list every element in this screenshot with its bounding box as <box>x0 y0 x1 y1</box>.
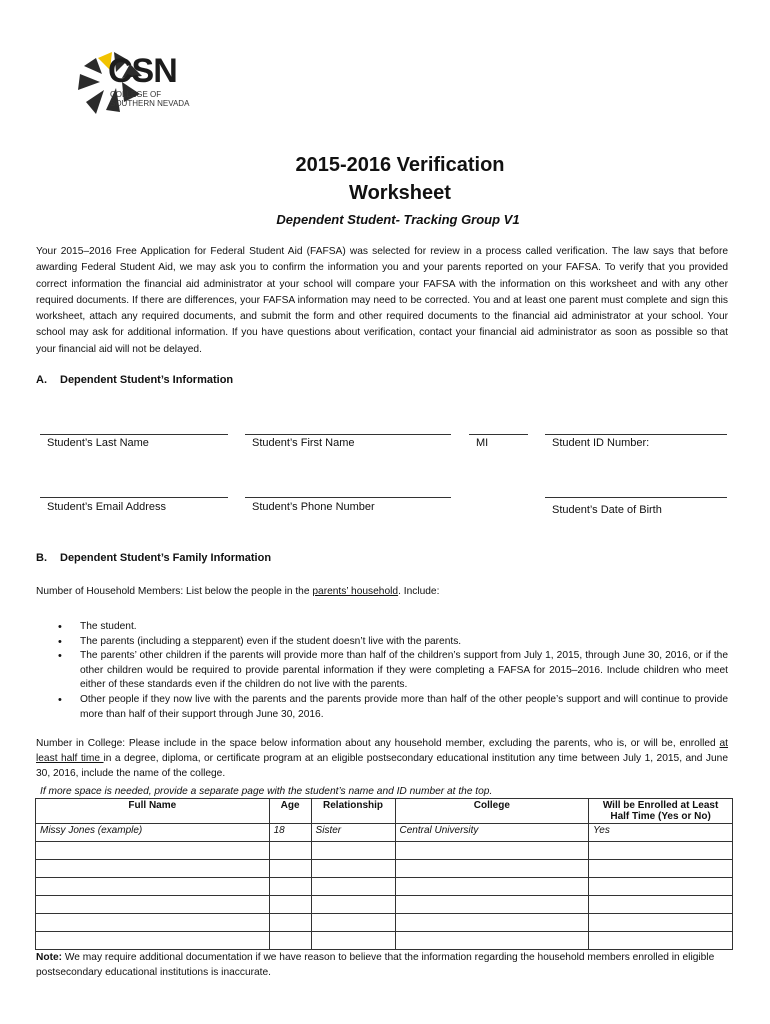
cell-input[interactable] <box>36 842 270 860</box>
page-title-line2: Worksheet <box>349 182 451 204</box>
table-row[interactable] <box>36 860 733 878</box>
email-label: Student’s Email Address <box>47 501 167 513</box>
col-college: College <box>395 799 589 824</box>
phone-input-line[interactable] <box>245 497 451 498</box>
household-bullet-list <box>36 620 728 722</box>
cell-relationship: Sister <box>311 824 395 842</box>
phone-label: Student’s Phone Number <box>252 501 375 513</box>
cell-input[interactable] <box>311 896 395 914</box>
cell-input[interactable] <box>311 878 395 896</box>
cell-input[interactable] <box>589 896 733 914</box>
college-table <box>35 798 733 950</box>
section-b-heading: B. Dependent Student’s Family Information <box>36 552 272 564</box>
cell-input[interactable] <box>269 842 311 860</box>
page-subtitle: Dependent Student- Tracking Group V1 <box>276 212 520 227</box>
cell-input[interactable] <box>395 896 589 914</box>
list-item: • The parents (including a stepparent) even if the student doesn’t live with the parents. <box>36 635 728 650</box>
col-enrolled-half-time: Will be Enrolled at Least Half Time (Yes or No) <box>589 799 733 824</box>
cell-input[interactable] <box>311 842 395 860</box>
cell-input[interactable] <box>36 914 270 932</box>
col-age: Age <box>269 799 311 824</box>
table-row <box>36 824 733 842</box>
section-a-heading: A. Dependent Student’s Information <box>36 374 234 386</box>
cell-input[interactable] <box>589 914 733 932</box>
cell-full-name: Missy Jones (example) <box>36 824 270 842</box>
col-full-name: Full Name <box>36 799 270 824</box>
cell-input[interactable] <box>36 860 270 878</box>
cell-input[interactable] <box>589 878 733 896</box>
college-instructions: Number in College: Please include in the space below information about any household member, excluding the parents, who is, or will be, enrolled at least half time in a degree, diploma, or certificate program at an eligible postsecondary educational institution any time between July 1, 2015, and June 30, 2016, include the name of the college. <box>36 738 728 779</box>
list-item: • The student. <box>36 620 728 635</box>
cell-input[interactable] <box>269 896 311 914</box>
cell-input[interactable] <box>269 932 311 950</box>
first-name-input-line[interactable] <box>245 434 451 435</box>
cell-age: 18 <box>269 824 311 842</box>
intro-paragraph: Your 2015–2016 Free Application for Federal Student Aid (FAFSA) was selected for review in a process called verification. The law says that before awarding Federal Student Aid, we may ask you to confirm the information you and your parents reported on your FAFSA. To verify that you provided correct information the financial aid administrator at your school will compare your FAFSA with the information on this worksheet and with any other required documents. If there are differences, your FAFSA information may need to be corrected. You and at least one parent must complete and sign this worksheet, attach any required documents, and submit the form and other required documents to the financial aid administrator at your school. Your school may ask for additional information. If you have questions about verification, contact your financial aid administrator as soon as possible so that your financial aid will not be delayed. <box>36 246 728 355</box>
cell-input[interactable] <box>311 914 395 932</box>
cell-input[interactable] <box>269 860 311 878</box>
cell-input[interactable] <box>589 860 733 878</box>
cell-input[interactable] <box>269 914 311 932</box>
cell-input[interactable] <box>269 878 311 896</box>
household-instructions: Number of Household Members: List below the people in the parents’ household. Include: <box>36 586 440 597</box>
last-name-input-line[interactable] <box>40 434 228 435</box>
last-name-label: Student’s Last Name <box>47 437 149 449</box>
cell-input[interactable] <box>36 932 270 950</box>
cell-input[interactable] <box>311 932 395 950</box>
more-space-note: If more space is needed, provide a separate page with the student’s name and ID number at the top. <box>40 786 493 797</box>
cell-input[interactable] <box>395 842 589 860</box>
table-header-row <box>36 799 733 824</box>
cell-input[interactable] <box>395 860 589 878</box>
table-row[interactable] <box>36 914 733 932</box>
dob-label: Student’s Date of Birth <box>552 504 662 516</box>
table-row[interactable] <box>36 896 733 914</box>
cell-enrolled: Yes <box>589 824 733 842</box>
cell-input[interactable] <box>36 878 270 896</box>
email-input-line[interactable] <box>40 497 228 498</box>
table-row[interactable] <box>36 842 733 860</box>
dob-input-line[interactable] <box>545 497 727 498</box>
cell-input[interactable] <box>395 932 589 950</box>
cell-input[interactable] <box>395 914 589 932</box>
cell-input[interactable] <box>311 860 395 878</box>
cell-input[interactable] <box>36 896 270 914</box>
mi-input-line[interactable] <box>469 434 528 435</box>
list-item: • The parents’ other children if the parents will provide more than half of the children’s support from July 1, 2015, through June 30, 2016, or if the other children would be required to provide parental information if they were completing a FAFSA for 2015–2016. Include children who meet either of these standards even if the children do not live with the parents. <box>36 649 728 693</box>
student-id-input-line[interactable] <box>545 434 727 435</box>
mi-label: MI <box>476 437 489 449</box>
logo-subtitle: COLLEGE OF SOUTHERN NEVADA <box>110 90 190 108</box>
page-title-line1: 2015-2016 Verification <box>295 154 505 176</box>
first-name-label: Student’s First Name <box>252 437 355 449</box>
logo-wordmark: CSN <box>108 52 177 90</box>
cell-input[interactable] <box>589 842 733 860</box>
col-relationship: Relationship <box>311 799 395 824</box>
cell-college: Central University <box>395 824 589 842</box>
footer-note: Note: We may require additional documentation if we have reason to believe that the information regarding the household members enrolled in eligible postsecondary educational institutions is inaccurate. <box>36 952 715 978</box>
list-item: • Other people if they now live with the parents and the parents provide more than half of the other people’s support and will continue to provide more than half of their support through June 30, 2016. <box>36 693 728 722</box>
cell-input[interactable] <box>395 878 589 896</box>
cell-input[interactable] <box>589 932 733 950</box>
student-id-label: Student ID Number: <box>552 437 650 449</box>
table-row[interactable] <box>36 878 733 896</box>
table-row[interactable] <box>36 932 733 950</box>
